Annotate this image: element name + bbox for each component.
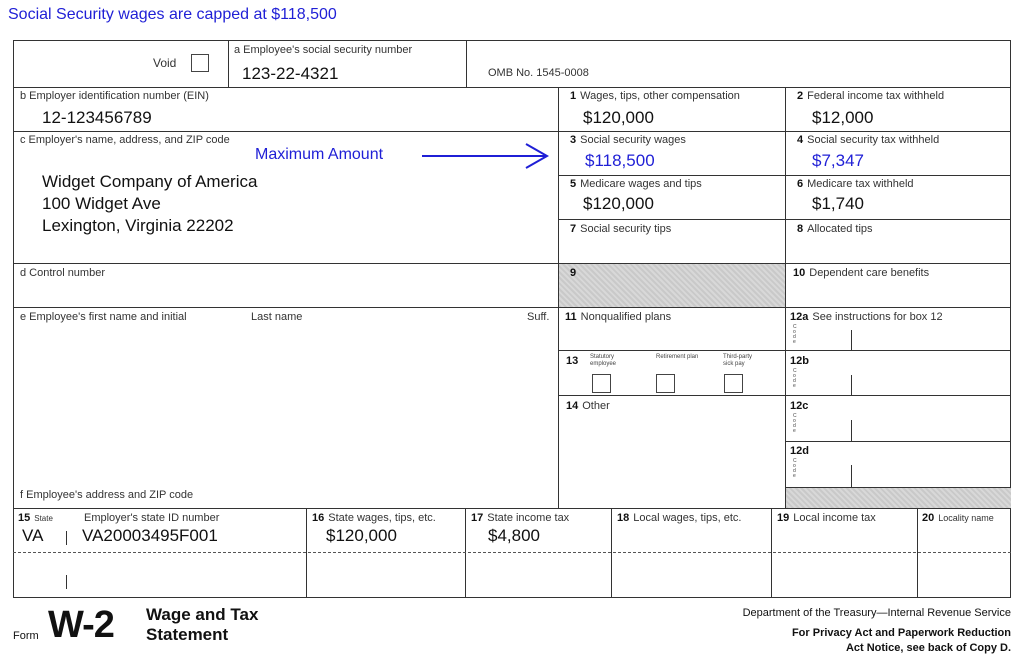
box10-label: 10 Dependent care benefits (793, 267, 930, 279)
box5-label: 5 Medicare wages and tips (570, 178, 702, 190)
privacy-notice-line2: Act Notice, see back of Copy D. (845, 642, 1011, 654)
box4-value: $7,347 (812, 151, 864, 170)
box6-value: $1,740 (812, 194, 864, 213)
state-row-divider (13, 552, 1011, 553)
employer-name: Widget Company of America (42, 172, 258, 191)
state-id-value: VA20003495F001 (82, 526, 218, 545)
box13-label: 13 (566, 355, 579, 367)
form-word: Form (13, 630, 39, 642)
box1-value: $120,000 (583, 108, 654, 127)
third-party-sick-pay-label: Third-party sick pay (723, 354, 753, 367)
void-checkbox[interactable] (191, 54, 209, 72)
box12b-label: 12b (790, 355, 809, 367)
void-label: Void (153, 56, 177, 70)
box16-value: $120,000 (326, 526, 397, 545)
box-f-label: f Employee's address and ZIP code (20, 489, 194, 501)
box12c-label: 12c (790, 400, 809, 412)
box17-value: $4,800 (488, 526, 540, 545)
box12d-label: 12d (790, 445, 809, 457)
box-e-label: e Employee's first name and initial (20, 311, 187, 323)
suffix-label: Suff. (527, 311, 550, 323)
arrow-right-icon (420, 140, 555, 176)
box12b-code-label: Code (793, 368, 797, 389)
box12d-code-label: Code (793, 458, 797, 479)
ssn-value: 123-22-4321 (242, 64, 339, 83)
box15-label: 15 State (18, 512, 53, 524)
state-value: VA (22, 526, 44, 545)
third-party-sick-pay-checkbox[interactable] (724, 374, 743, 393)
box4-label: 4 Social security tax withheld (797, 134, 940, 146)
last-name-label: Last name (251, 311, 303, 323)
ein-value: 12-123456789 (42, 108, 152, 127)
employer-street: 100 Widget Ave (42, 194, 161, 213)
box-c-label: c Employer's name, address, and ZIP code (20, 134, 230, 146)
box12-bottom-shaded (786, 488, 1011, 508)
box19-label: 19 Local income tax (777, 512, 876, 524)
privacy-notice-line1: For Privacy Act and Paperwork Reduction (791, 627, 1011, 639)
box8-label: 8 Allocated tips (797, 223, 873, 235)
box3-value: $118,500 (585, 151, 655, 170)
box2-value: $12,000 (812, 108, 874, 127)
box12a-label: 12a See instructions for box 12 (790, 311, 943, 323)
box7-label: 7 Social security tips (570, 223, 672, 235)
box5-value: $120,000 (583, 194, 654, 213)
box9-label: 9 (570, 267, 577, 279)
box18-label: 18 Local wages, tips, etc. (617, 512, 742, 524)
retirement-plan-label: Retirement plan (656, 354, 699, 360)
box-d-label: d Control number (20, 267, 105, 279)
box12a-code-label: Code (793, 324, 797, 345)
form-title-line2: Statement (146, 625, 229, 644)
statutory-employee-label: Statutory employee (590, 354, 617, 367)
box9-shaded (559, 264, 785, 307)
employer-city: Lexington, Virginia 22202 (42, 216, 234, 235)
box14-label: 14 Other (566, 400, 610, 412)
box17-label: 17 State income tax (471, 512, 570, 524)
box2-label: 2 Federal income tax withheld (797, 90, 945, 102)
maximum-amount-annotation: Maximum Amount (255, 146, 384, 163)
headline: Social Security wages are capped at $118,500 (8, 6, 337, 23)
omb-number: OMB No. 1545-0008 (488, 67, 589, 79)
box-a-label: a Employee's social security number (234, 44, 413, 56)
box-b-label: b Employer identification number (EIN) (20, 90, 209, 102)
box12c-code-label: Code (793, 413, 797, 434)
department-text: Department of the Treasury—Internal Revenue Service (742, 607, 1011, 619)
box6-label: 6 Medicare tax withheld (797, 178, 914, 190)
state-id-label: Employer's state ID number (84, 512, 220, 524)
form-title-line1: Wage and Tax (146, 605, 259, 624)
form-id: W-2 (48, 604, 114, 646)
box3-label: 3 Social security wages (570, 134, 686, 146)
box1-label: 1 Wages, tips, other compensation (570, 90, 740, 102)
statutory-employee-checkbox[interactable] (592, 374, 611, 393)
box20-label: 20 Locality name (922, 512, 994, 524)
box11-label: 11 Nonqualified plans (565, 311, 672, 323)
retirement-plan-checkbox[interactable] (656, 374, 675, 393)
box16-label: 16 State wages, tips, etc. (312, 512, 436, 524)
